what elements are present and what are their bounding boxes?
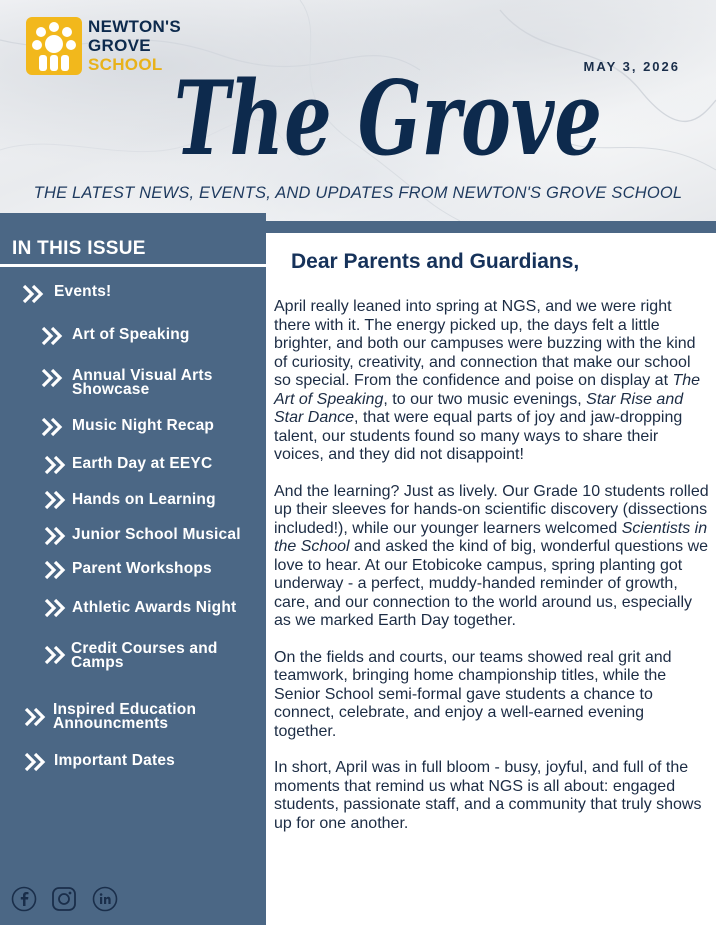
double-chevron-right-icon xyxy=(22,284,46,304)
p2-text-c: and asked the kind of big, wonderful questions we love to hear. At our Etobicoke campus, spring planting got underway - a perfect, muddy-handed reminder of growth, care, and our connection to the world around us, especially as we marked Earth Day together. xyxy=(274,538,709,629)
logo-line-3: SCHOOL xyxy=(88,55,163,74)
letter-paragraph-2 xyxy=(274,483,710,631)
sidebar-title: IN THIS ISSUE xyxy=(12,238,146,259)
p2-title-scientists: Scientists in the School xyxy=(274,519,708,555)
double-chevron-right-icon xyxy=(44,645,68,665)
sidebar-item-label: Art of Speaking xyxy=(72,326,190,343)
double-chevron-right-icon xyxy=(24,752,48,772)
sidebar-item-label-line1: Credit Courses and xyxy=(71,640,218,657)
sidebar-item-label: Hands on Learning xyxy=(72,491,216,508)
p1-text-e: , that were equal parts of joy and jaw-dropping talent, our students found so many ways to share their voices, and they did not disappoint! xyxy=(274,409,683,463)
issue-date: MAY 3, 2026 xyxy=(583,59,680,74)
double-chevron-right-icon xyxy=(41,368,65,388)
double-chevron-right-icon xyxy=(24,707,48,727)
double-chevron-right-icon xyxy=(44,598,68,618)
letter-paragraph-4: In short, April was in full bloom - busy, joyful, and full of the moments that remind us what NGS is all about: engaged students, passionate staff, and a community that truly shows up for one another. xyxy=(274,759,702,832)
sidebar-item-label: Athletic Awards Night xyxy=(72,599,237,616)
sidebar-item-label: Music Night Recap xyxy=(72,417,215,434)
sidebar-item-label: Earth Day at EEYC xyxy=(72,455,213,472)
sidebar-divider xyxy=(0,264,266,267)
sidebar-in-this-issue xyxy=(0,213,266,925)
logo-line-1: NEWTON'S xyxy=(88,17,182,36)
p1-title-art-of-speaking: The Art of Speaking xyxy=(274,372,701,408)
letter-paragraph-3: On the fields and courts, our teams showed real grit and teamwork, bringing home championship titles, while the Senior School semi-formal gave students a chance to connect, celebrate, and enjoy a well-earned evening together. xyxy=(274,648,672,740)
letter-body xyxy=(274,298,710,851)
p1-text-a: April really leaned into spring at NGS, and we were right there with it. The energy picked up, the days felt a little brighter, and both our campuses were buzzing with the kind of curiosity, creativity, and connection that make our school so special. From the confidence and poise on display at xyxy=(274,298,696,389)
double-chevron-right-icon xyxy=(41,417,65,437)
newsletter-header xyxy=(0,0,716,221)
salutation-heading: Dear Parents and Guardians, xyxy=(291,250,580,273)
logo-line-2: GROVE xyxy=(88,36,151,55)
p1-text-c: , to our two music evenings, xyxy=(383,390,587,408)
linkedin-icon[interactable] xyxy=(92,886,118,912)
double-chevron-right-icon xyxy=(44,560,68,580)
double-chevron-right-icon xyxy=(41,326,65,346)
sidebar-item-label: Parent Workshops xyxy=(72,560,212,577)
p1-title-star-rise: Star Rise and Star Dance xyxy=(274,390,684,426)
content-top-strip xyxy=(266,221,716,233)
letter-paragraph-1 xyxy=(274,298,710,465)
sidebar-item-label: Important Dates xyxy=(54,752,175,769)
sidebar-item-label-line2: Showcase xyxy=(72,381,150,398)
double-chevron-right-icon xyxy=(44,490,68,510)
facebook-icon[interactable] xyxy=(11,886,37,912)
sidebar-item-label-line1: Annual Visual Arts xyxy=(72,367,213,384)
school-emblem-icon xyxy=(26,17,82,75)
school-logo[interactable] xyxy=(26,17,182,77)
sidebar-item-label-line2: Camps xyxy=(71,654,124,671)
double-chevron-right-icon xyxy=(44,455,68,475)
instagram-icon[interactable] xyxy=(51,886,77,912)
tagline: THE LATEST NEWS, EVENTS, AND UPDATES FROM NEWTON'S GROVE SCHOOL xyxy=(33,184,683,202)
p2-text-a: And the learning? Just as lively. Our Grade 10 students rolled up their sleeves for hands-on scientific discovery (dissections included!), while our younger learners welcomed xyxy=(274,482,709,537)
letter-panel xyxy=(266,233,716,925)
masthead-title xyxy=(168,50,608,176)
sidebar-item-label-line2: Announcments xyxy=(53,715,169,732)
masthead-text: The Grove xyxy=(174,59,602,176)
sidebar-item-label: Events! xyxy=(54,283,112,300)
sidebar-item-label: Junior School Musical xyxy=(72,526,241,543)
double-chevron-right-icon xyxy=(44,526,68,546)
sidebar-item-label-line1: Inspired Education xyxy=(53,701,197,718)
